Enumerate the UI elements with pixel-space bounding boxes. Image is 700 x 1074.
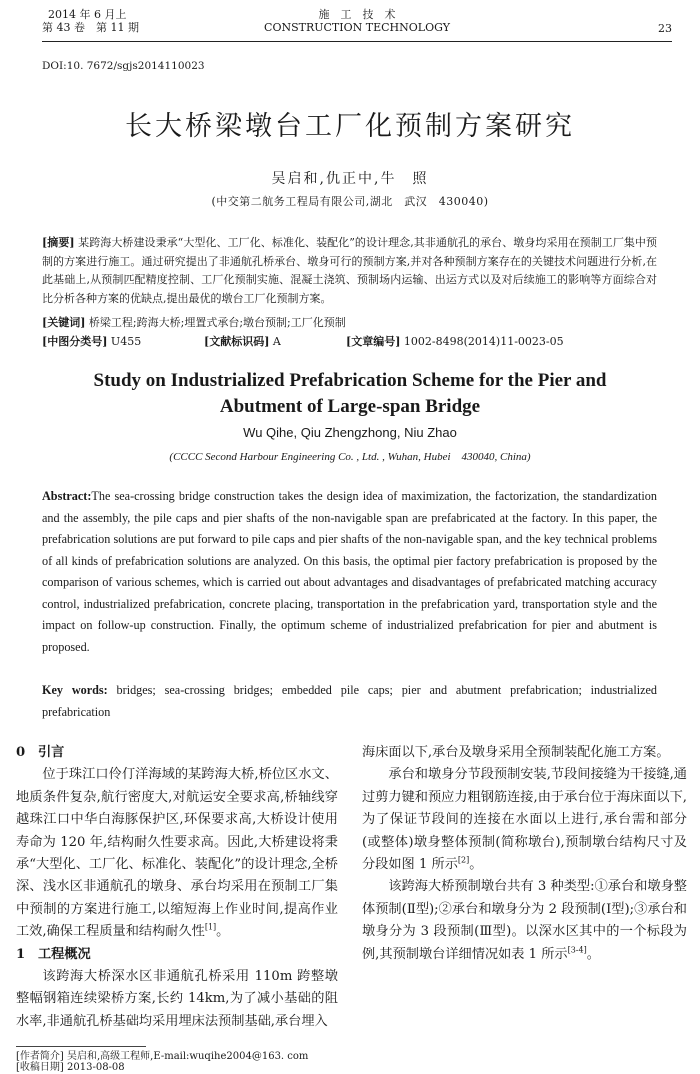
authors-cn: 吴启和,仇正中,牛 照 [271,171,429,187]
keywords-cn [42,315,657,331]
abstract-en-text: The sea-crossing bridge construction takes the design idea of maximization, the factorization, the standardization and the assembly, the pile caps and pier shafts of the non-navigable span are prefabricated at the factory. In this paper, the prefabrication solutions are put forward to pile caps and pier shafts of the non-navigable span, and the key technical problems of all kinds of prefabrication solutions are analyzed. On this basis, the optimal pier factory prefabrication is proposed by the comparison of various schemes, which is carried out about advantages and disadvantages of prefabricated matching accuracy control, industrialized prefabrication, concrete placing, transportation in the prefabrication yard, transportation style and the impact on follow-up construction. Finally, the optimum scheme of industrialized prefabrication for pier and abutment is proposed. [42,489,657,654]
body-column-left [16,742,338,1033]
volume-issue: 第 43 卷 第 11 期 [42,21,139,34]
body-column-right [362,742,687,966]
abstract-cn [42,234,657,308]
affiliation-cn: (中交第二航务工程局有限公司,湖北 武汉 430040) [211,195,489,208]
section-heading-overview: 1 工程概况 [16,946,91,962]
overview-paragraph-1: 该跨海大桥深水区非通航孔桥采用 110m 跨整墩整幅钢箱连续梁桥方案,长约 14km,为了减小基础的阻水率,非通航孔桥基础均采用埋床法预制基础,承台埋入 [16,969,338,1029]
footnote-author: [作者简介] 吴启和,高级工程师,E-mail:wuqihe2004@163. com [16,1051,309,1062]
doc-code: [文献标识码] A [204,335,281,348]
keywords-en-text: bridges; sea-crossing bridges; embedded pile caps; pier and abutment prefabrication; industrialized prefabrication [42,683,658,719]
abstract-cn-text: 某跨海大桥建设秉承“大型化、工厂化、标准化、装配化”的设计理念,其非通航孔的承台、墩身均采用在预制工厂集中预制的方案进行施工。通过研究提出了非通航孔桥承台、墩身可行的预制方案,并对各种预制方案存在的关键技术问题进行分析,在此基础上,从预制匹配精度控制、工厂化预制实施、混凝土浇筑、预制场内运输、出运方式以及对后续施工的影响等方面综合对比分析各种方案的优缺点,提出最优的墩台工厂化预制方案。 [42,236,657,305]
footnote-divider [16,1046,146,1047]
section-heading-intro: 0 引言 [16,745,65,760]
citation-ref: [1] [204,922,217,932]
overview-paragraph-3: 该跨海大桥预制墩台共有 3 种类型:①承台和墩身整体预制(Ⅱ型);②承台和墩身分为 2 段预制(Ⅰ型);③承台和墩身分为 3 段预制(Ⅲ型)。以深水区其中的一个标段为例,其预制墩台详细情况如表 1 所示[3-4]。 [362,879,687,962]
overview-paragraph-1-continued: 海床面以下,承台及墩身采用全预制装配化施工方案。 [362,745,670,760]
header-center [42,8,672,34]
keywords-cn-text: 桥梁工程;跨海大桥;埋置式承台;墩台预制;工厂化预制 [88,316,346,329]
article-number: [文章编号] 1002-8498(2014)11-0023-05 [346,335,564,348]
header-divider [42,41,672,42]
keywords-cn-label: [关键词] [42,316,86,329]
citation-ref: [3-4] [567,945,587,955]
journal-name-cn: 施 工 技 术 [318,8,396,21]
footnote-received: [收稿日期] 2013-08-08 [16,1062,125,1073]
overview-paragraph-2: 承台和墩身分节段预制安装,节段间接缝为干接缝,通过剪力键和预应力粗钢筋连接,由于承台位于海床面以下,为了保证节段间的连接在水面以上进行,承台需和部分(或整体)墩身整体预制(简称墩台),预制墩台结构尺寸及分段如图 1 所示[2]。 [362,767,687,873]
paper-title-cn: 长大桥梁墩台工厂化预制方案研究 [125,111,575,142]
citation-ref: [2] [457,855,470,865]
issue-date: 2014 年 6 月上 [48,8,127,21]
paper-title-en: Study on Industrialized Prefabrication Scheme for the Pier and Abutment of Large-span Bridge [93,370,607,417]
intro-paragraph: 位于珠江口伶仃洋海域的某跨海大桥,桥位区水文、地质条件复杂,航行密度大,对航运安全要求高,桥轴线穿越珠江口中华白海豚保护区,环保要求高,大桥设计使用寿命为 120 年,结构耐久性要求高。因此,大桥建设将秉承“大型化、工厂化、标准化、装配化”的设计理念,全桥深、浅水区非通航孔的墩身、承台均采用在预制工厂集中预制的方案进行施工,以缩短海上作业时间,提高作业工效,确保工程质量和结构耐久性[1]。 [16,767,338,940]
abstract-en-label: Abstract: [42,489,92,503]
clc-number: [中图分类号] U455 [42,335,142,348]
authors-en: Wu Qihe, Qiu Zhengzhong, Niu Zhao [243,425,457,440]
keywords-en-label: Key words: [42,683,108,697]
journal-name-en: CONSTRUCTION TECHNOLOGY [264,21,450,34]
affiliation-en: (CCCC Second Harbour Engineering Co. , Ltd. , Wuhan, Hubei 430040, China) [169,451,531,463]
abstract-cn-label: [摘要] [42,236,75,249]
page-number: 23 [658,22,672,35]
doi: DOI:10. 7672/sgjs2014110023 [42,60,205,72]
abstract-en [42,486,657,658]
keywords-en [42,680,657,723]
